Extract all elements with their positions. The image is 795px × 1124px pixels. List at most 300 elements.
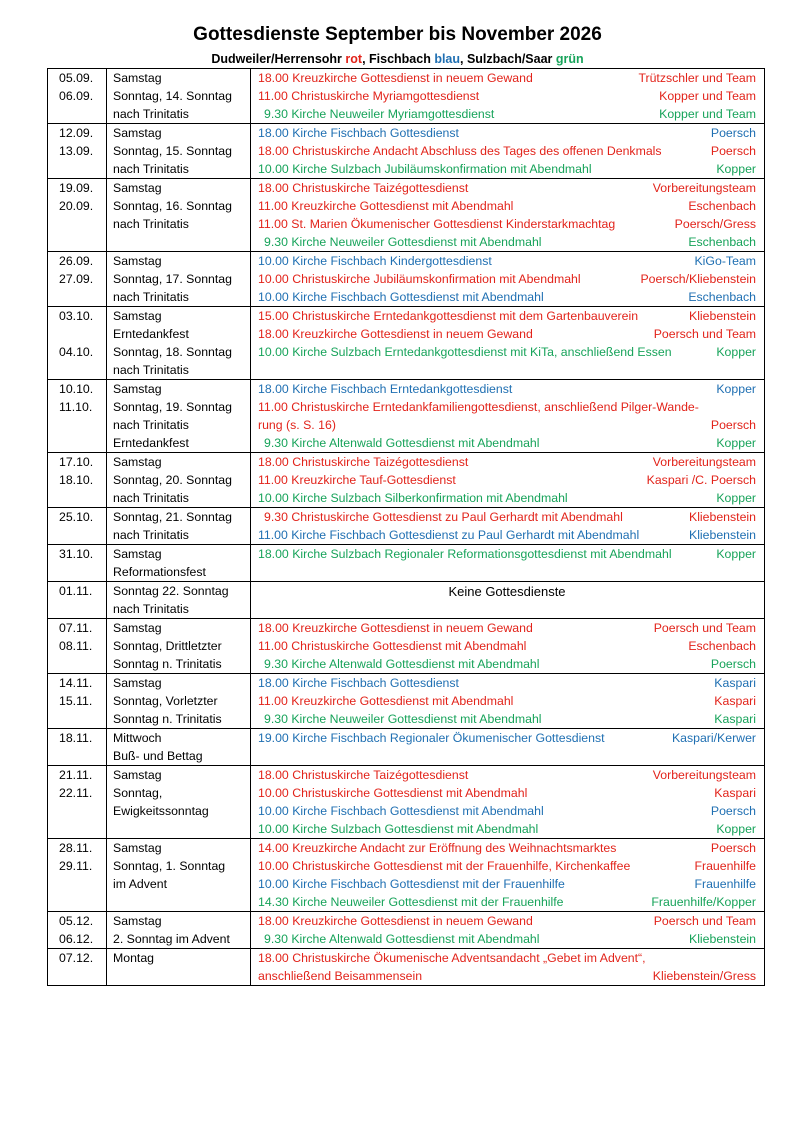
date-line: 20.09. [59, 199, 94, 213]
service-entry [258, 142, 756, 160]
day-line: 2. Sonntag im Advent [113, 932, 230, 946]
service-leader: Poersch [710, 144, 756, 158]
day-line: Ewigkeitssonntag [113, 804, 209, 818]
service-text: 9.30 Kirche Neuweiler Myriamgottesdienst [264, 107, 495, 121]
events-cell [251, 619, 765, 674]
day-line: im Advent [113, 877, 167, 891]
service-text: 10.00 Kirche Fischbach Kindergottesdienst [258, 254, 492, 268]
day-line: Sonntag, 20. Sonntag [113, 473, 232, 487]
service-entry [258, 471, 756, 489]
service-text: 18.00 Christuskirche Taizégottesdienst [258, 181, 469, 195]
date-line: 31.10. [59, 547, 94, 561]
service-text: 14.00 Kreuzkirche Andacht zur Eröffnung des Weihnachtsmarktes [258, 841, 617, 855]
date-line [59, 105, 106, 123]
day-line: Sonntag, Vorletzter [113, 694, 218, 708]
service-leader: Vorbereitungsteam [652, 181, 756, 195]
date-line [59, 802, 106, 820]
schedule-row [48, 380, 765, 453]
events-cell [251, 124, 765, 179]
schedule-row [48, 912, 765, 949]
events-cell [251, 307, 765, 380]
service-leader: Poersch/Kliebenstein [640, 272, 756, 286]
day-line [113, 967, 250, 985]
day-line: Reformationsfest [113, 565, 206, 579]
service-leader: Kaspari/Kerwer [671, 731, 756, 745]
date-line [59, 967, 106, 985]
service-text: 10.00 Kirche Sulzbach Jubiläumskonfirmation mit Abendmahl [258, 162, 592, 176]
events-cell [251, 179, 765, 252]
day-cell [107, 582, 251, 619]
service-entry [258, 526, 756, 544]
service-leader: Kaspari [714, 712, 756, 726]
service-entry [258, 69, 756, 87]
service-entry [258, 325, 756, 343]
service-text: 10.00 Kirche Sulzbach Gottesdienst mit Abendmahl [258, 822, 539, 836]
date-line: 27.09. [59, 272, 94, 286]
schedule-row [48, 252, 765, 307]
service-entry [258, 545, 756, 563]
service-leader: Kliebenstein [689, 932, 756, 946]
service-entry [258, 839, 756, 857]
day-line: Sonntag, 1. Sonntag [113, 859, 226, 873]
service-entry [258, 637, 756, 655]
service-entry [258, 912, 756, 930]
service-leader: Poersch und Team [653, 914, 756, 928]
schedule-row [48, 766, 765, 839]
day-line: Sonntag, 14. Sonntag [113, 89, 232, 103]
day-cell [107, 69, 251, 124]
date-line: 13.09. [59, 144, 94, 158]
service-entry [258, 674, 756, 692]
service-text: 18.00 Kreuzkirche Gottesdienst in neuem Gewand [258, 914, 533, 928]
events-cell [251, 380, 765, 453]
day-line: Samstag [113, 181, 162, 195]
schedule-row [48, 839, 765, 912]
service-text: 11.00 Kreuzkirche Tauf-Gottesdienst [258, 473, 456, 487]
day-line: nach Trinitatis [113, 418, 189, 432]
day-line: nach Trinitatis [113, 363, 189, 377]
date-line: 18.11. [59, 731, 93, 745]
date-line: 22.11. [59, 786, 93, 800]
day-line: Montag [113, 951, 155, 965]
service-entry [258, 930, 756, 948]
date-cell [48, 179, 107, 252]
service-text: 10.00 Kirche Sulzbach Erntedankgottesdienst mit KiTa, anschließend Essen [258, 345, 672, 359]
service-entry [258, 343, 756, 361]
day-line: Sonntag n. Trinitatis [113, 712, 222, 726]
service-leader: Poersch und Team [653, 621, 756, 635]
date-line [59, 526, 106, 544]
day-line: nach Trinitatis [113, 162, 189, 176]
service-leader: Kopper und Team [659, 107, 756, 121]
date-cell [48, 252, 107, 307]
service-text: 9.30 Kirche Altenwald Gottesdienst mit Abendmahl [264, 932, 540, 946]
service-leader: Eschenbach [688, 235, 756, 249]
legend-blue: blau [434, 52, 461, 66]
service-text: 11.00 Christuskirche Gottesdienst mit Abendmahl [258, 639, 527, 653]
service-leader: Kopper [716, 491, 756, 505]
date-line: 01.11. [59, 584, 93, 598]
day-line: Samstag [113, 254, 162, 268]
date-line [59, 416, 106, 434]
date-cell [48, 839, 107, 912]
day-cell [107, 839, 251, 912]
events-cell [251, 453, 765, 508]
service-text-continued: rung (s. S. 16) [258, 418, 336, 432]
day-line: nach Trinitatis [113, 602, 189, 616]
service-leader: Poersch und Team [653, 327, 756, 341]
day-line: nach Trinitatis [113, 491, 189, 505]
service-text: 18.00 Christuskirche Andacht Abschluss des Tages des offenen Denkmals [258, 144, 662, 158]
day-line: Sonntag, 18. Sonntag [113, 345, 232, 359]
date-cell [48, 949, 107, 986]
schedule-row [48, 179, 765, 252]
date-line [59, 325, 106, 343]
date-cell [48, 766, 107, 839]
service-text: 10.00 Christuskirche Gottesdienst mit Abendmahl [258, 786, 528, 800]
service-entry [258, 124, 756, 142]
day-line: Sonntag 22. Sonntag [113, 584, 229, 598]
service-text: 9.30 Kirche Altenwald Gottesdienst mit Abendmahl [264, 436, 540, 450]
service-text: 11.00 Kreuzkirche Gottesdienst mit Abendmahl [258, 199, 514, 213]
day-cell [107, 508, 251, 545]
date-line: 05.09. [59, 71, 94, 85]
service-entry [258, 784, 756, 802]
day-line: Erntedankfest [113, 436, 189, 450]
day-line: Samstag [113, 309, 162, 323]
service-entry [258, 857, 756, 875]
service-text: 10.00 Kirche Sulzbach Silberkonfirmation mit Abendmahl [258, 491, 568, 505]
service-leader: Poersch [710, 418, 756, 432]
service-leader: Poersch [710, 804, 756, 818]
service-leader: Kliebenstein [689, 309, 756, 323]
service-text: 11.00 Christuskirche Myriamgottesdienst [258, 89, 480, 103]
day-cell [107, 380, 251, 453]
service-text: 14.30 Kirche Neuweiler Gottesdienst mit der Frauenhilfe [258, 895, 564, 909]
schedule-table [47, 68, 765, 986]
service-leader: Kliebenstein [689, 510, 756, 524]
date-line [59, 233, 106, 251]
date-line: 28.11. [59, 841, 93, 855]
date-cell [48, 453, 107, 508]
day-line: nach Trinitatis [113, 217, 189, 231]
day-cell [107, 179, 251, 252]
day-cell [107, 124, 251, 179]
date-line [59, 710, 106, 728]
date-line: 29.11. [59, 859, 93, 873]
no-service-note: Keine Gottesdienste [448, 584, 566, 599]
service-leader: Vorbereitungsteam [652, 768, 756, 782]
date-line: 25.10. [59, 510, 94, 524]
schedule-row [48, 69, 765, 124]
day-line: Samstag [113, 126, 162, 140]
legend-green: grün [555, 52, 584, 66]
events-cell [251, 949, 765, 986]
service-entry [258, 489, 756, 507]
date-cell [48, 545, 107, 582]
date-line: 03.10. [59, 309, 94, 323]
legend-text-2: , Fischbach [362, 52, 435, 66]
service-text: 19.00 Kirche Fischbach Regionaler Ökumenischer Gottesdienst [258, 731, 605, 745]
service-leader: Kopper [716, 547, 756, 561]
events-cell [251, 674, 765, 729]
service-entry [258, 729, 756, 747]
date-line: 14.11. [59, 676, 93, 690]
schedule-row [48, 674, 765, 729]
service-leader: Kopper [716, 162, 756, 176]
schedule-row [48, 508, 765, 545]
service-entry [258, 875, 756, 893]
service-leader: Eschenbach [688, 199, 756, 213]
service-entry [258, 179, 756, 197]
day-line: Samstag [113, 841, 162, 855]
date-cell [48, 619, 107, 674]
service-entry [258, 288, 756, 306]
date-line: 18.10. [59, 473, 94, 487]
service-text: 10.00 Christuskirche Jubiläumskonfirmation mit Abendmahl [258, 272, 581, 286]
day-line: Sonntag, Drittletzter [113, 639, 222, 653]
date-line [59, 288, 106, 306]
day-cell [107, 453, 251, 508]
service-leader: Poersch [710, 126, 756, 140]
service-leader: Eschenbach [688, 290, 756, 304]
service-text: 11.00 Kreuzkirche Gottesdienst mit Abendmahl [258, 694, 514, 708]
date-line: 26.09. [59, 254, 94, 268]
service-entry [258, 105, 756, 123]
day-line: Samstag [113, 676, 162, 690]
legend-text-1: Dudweiler/Herrensohr [211, 52, 346, 66]
service-entry [258, 197, 756, 215]
page-title: Gottesdienste September bis November 2026 [193, 24, 602, 45]
date-line [59, 893, 106, 911]
day-line: Samstag [113, 621, 162, 635]
events-cell [251, 582, 765, 619]
day-cell [107, 766, 251, 839]
day-line [113, 233, 250, 251]
day-line: Erntedankfest [113, 327, 189, 341]
service-entry [258, 434, 756, 452]
events-cell [251, 252, 765, 307]
service-entry [258, 307, 756, 325]
service-text: 18.00 Kreuzkirche Gottesdienst in neuem Gewand [258, 71, 533, 85]
legend-red: rot [345, 52, 363, 66]
service-text: 18.00 Christuskirche Taizégottesdienst [258, 455, 469, 469]
day-line [113, 820, 250, 838]
day-cell [107, 307, 251, 380]
schedule-row [48, 729, 765, 766]
events-cell [251, 912, 765, 949]
service-entry [258, 949, 756, 985]
service-entry [258, 619, 756, 637]
service-entry [258, 802, 756, 820]
date-line [59, 489, 106, 507]
service-text: 11.00 Kirche Fischbach Gottesdienst zu Paul Gerhardt mit Abendmahl [258, 528, 640, 542]
date-cell [48, 124, 107, 179]
service-entry [258, 380, 756, 398]
service-entry [258, 215, 756, 233]
day-line: nach Trinitatis [113, 290, 189, 304]
schedule-row [48, 582, 765, 619]
service-text: 10.00 Kirche Fischbach Gottesdienst mit Abendmahl [258, 290, 544, 304]
service-text: 18.00 Kirche Sulzbach Regionaler Reformationsgottesdienst mit Abendmahl [258, 547, 672, 561]
schedule-row [48, 307, 765, 380]
date-line: 10.10. [59, 382, 94, 396]
service-entry [258, 252, 756, 270]
date-line: 17.10. [59, 455, 94, 469]
service-leader: Poersch [710, 657, 756, 671]
date-line: 06.12. [59, 932, 94, 946]
service-leader: Kaspari [714, 694, 756, 708]
day-line: nach Trinitatis [113, 107, 189, 121]
day-line: Sonntag, 17. Sonntag [113, 272, 232, 286]
service-leader: Poersch [710, 841, 756, 855]
schedule-row [48, 453, 765, 508]
service-leader: KiGo-Team [694, 254, 756, 268]
day-cell [107, 912, 251, 949]
service-text: 18.00 Christuskirche Taizégottesdienst [258, 768, 469, 782]
schedule-row [48, 124, 765, 179]
day-line [113, 893, 250, 911]
day-line: Samstag [113, 455, 162, 469]
service-leader: Kopper [716, 436, 756, 450]
color-legend [0, 52, 795, 66]
date-cell [48, 582, 107, 619]
date-line: 07.11. [59, 621, 93, 635]
day-line: Samstag [113, 914, 162, 928]
date-line: 21.11. [59, 768, 93, 782]
service-text: 18.00 Christuskirche Ökumenische Adventsandacht „Gebet im Advent“, [258, 951, 646, 965]
date-line: 04.10. [59, 345, 94, 359]
date-line: 06.09. [59, 89, 94, 103]
date-cell [48, 912, 107, 949]
date-line [59, 215, 106, 233]
service-entry [258, 453, 756, 471]
service-text: 11.00 Christuskirche Erntedankfamiliengottesdienst, anschließend Pilger-Wande- [258, 400, 699, 414]
service-leader: Kliebenstein/Gress [652, 969, 756, 983]
date-cell [48, 307, 107, 380]
service-text: 10.00 Kirche Fischbach Gottesdienst mit Abendmahl [258, 804, 544, 818]
day-line: Sonntag, 19. Sonntag [113, 400, 232, 414]
date-line [59, 563, 106, 581]
day-line: Samstag [113, 71, 162, 85]
day-cell [107, 545, 251, 582]
service-text: 9.30 Kirche Neuweiler Gottesdienst mit Abendmahl [264, 712, 542, 726]
day-cell [107, 252, 251, 307]
day-cell [107, 949, 251, 986]
service-text-continued: anschließend Beisammensein [258, 969, 423, 983]
day-cell [107, 619, 251, 674]
date-line: 08.11. [59, 639, 93, 653]
schedule-body [48, 69, 765, 986]
date-line [59, 820, 106, 838]
date-line [59, 875, 106, 893]
service-leader: Kopper [716, 382, 756, 396]
service-entry [258, 655, 756, 673]
service-leader: Kaspari [714, 786, 756, 800]
service-leader: Frauenhilfe [694, 859, 756, 873]
date-line: 15.11. [59, 694, 93, 708]
service-leader: Kaspari [714, 676, 756, 690]
service-text: 9.30 Kirche Neuweiler Gottesdienst mit Abendmahl [264, 235, 542, 249]
schedule-row [48, 619, 765, 674]
day-line: nach Trinitatis [113, 528, 189, 542]
service-text: 18.00 Kirche Fischbach Gottesdienst [258, 126, 459, 140]
day-line: Sonntag, [113, 786, 163, 800]
date-cell [48, 380, 107, 453]
service-text: 18.00 Kreuzkirche Gottesdienst in neuem Gewand [258, 327, 533, 341]
day-line: Buß- und Bettag [113, 749, 203, 763]
date-cell [48, 729, 107, 766]
service-leader: Eschenbach [688, 639, 756, 653]
day-line: Mittwoch [113, 731, 162, 745]
service-entry [258, 160, 756, 178]
service-entry [258, 398, 756, 434]
day-line: Samstag [113, 382, 162, 396]
schedule-row [48, 545, 765, 582]
service-text: 18.00 Kirche Fischbach Erntedankgottesdienst [258, 382, 513, 396]
day-line: Samstag [113, 547, 162, 561]
service-text: 10.00 Kirche Fischbach Gottesdienst mit der Frauenhilfe [258, 877, 565, 891]
date-line [59, 361, 106, 379]
service-text: 9.30 Kirche Altenwald Gottesdienst mit Abendmahl [264, 657, 540, 671]
events-cell [251, 508, 765, 545]
date-cell [48, 508, 107, 545]
service-entry [258, 233, 756, 251]
date-line [59, 434, 106, 452]
date-line [59, 747, 106, 765]
service-leader: Frauenhilfe/Kopper [651, 895, 756, 909]
events-cell [251, 839, 765, 912]
day-line: Sonntag, 15. Sonntag [113, 144, 232, 158]
service-entry [258, 508, 756, 526]
day-line: Sonntag, 16. Sonntag [113, 199, 232, 213]
service-entry [258, 270, 756, 288]
events-cell [251, 729, 765, 766]
service-entry [258, 820, 756, 838]
service-leader: Kopper [716, 345, 756, 359]
service-entry [258, 893, 756, 911]
date-line: 11.10. [59, 400, 93, 414]
legend-text-3: , Sulzbach/Saar [460, 52, 556, 66]
service-leader: Kliebenstein [689, 528, 756, 542]
events-cell [251, 69, 765, 124]
day-cell [107, 729, 251, 766]
day-cell [107, 674, 251, 729]
service-entry [258, 692, 756, 710]
date-line: 19.09. [59, 181, 94, 195]
day-line: Sonntag n. Trinitatis [113, 657, 222, 671]
service-leader: Kopper und Team [659, 89, 756, 103]
service-entry [258, 766, 756, 784]
service-text: 10.00 Christuskirche Gottesdienst mit der Frauenhilfe, Kirchenkaffee [258, 859, 631, 873]
events-cell [251, 545, 765, 582]
service-entry [258, 710, 756, 728]
date-line [59, 160, 106, 178]
schedule-row [48, 949, 765, 986]
day-line: Samstag [113, 768, 162, 782]
service-leader: Vorbereitungsteam [652, 455, 756, 469]
date-line: 07.12. [59, 951, 94, 965]
service-leader: Kopper [716, 822, 756, 836]
date-line [59, 600, 106, 618]
date-line: 12.09. [59, 126, 94, 140]
service-leader: Frauenhilfe [694, 877, 756, 891]
service-text: 9.30 Christuskirche Gottesdienst zu Paul Gerhardt mit Abendmahl [264, 510, 623, 524]
service-leader: Poersch/Gress [674, 217, 756, 231]
date-cell [48, 69, 107, 124]
date-line [59, 655, 106, 673]
day-line: Sonntag, 21. Sonntag [113, 510, 232, 524]
